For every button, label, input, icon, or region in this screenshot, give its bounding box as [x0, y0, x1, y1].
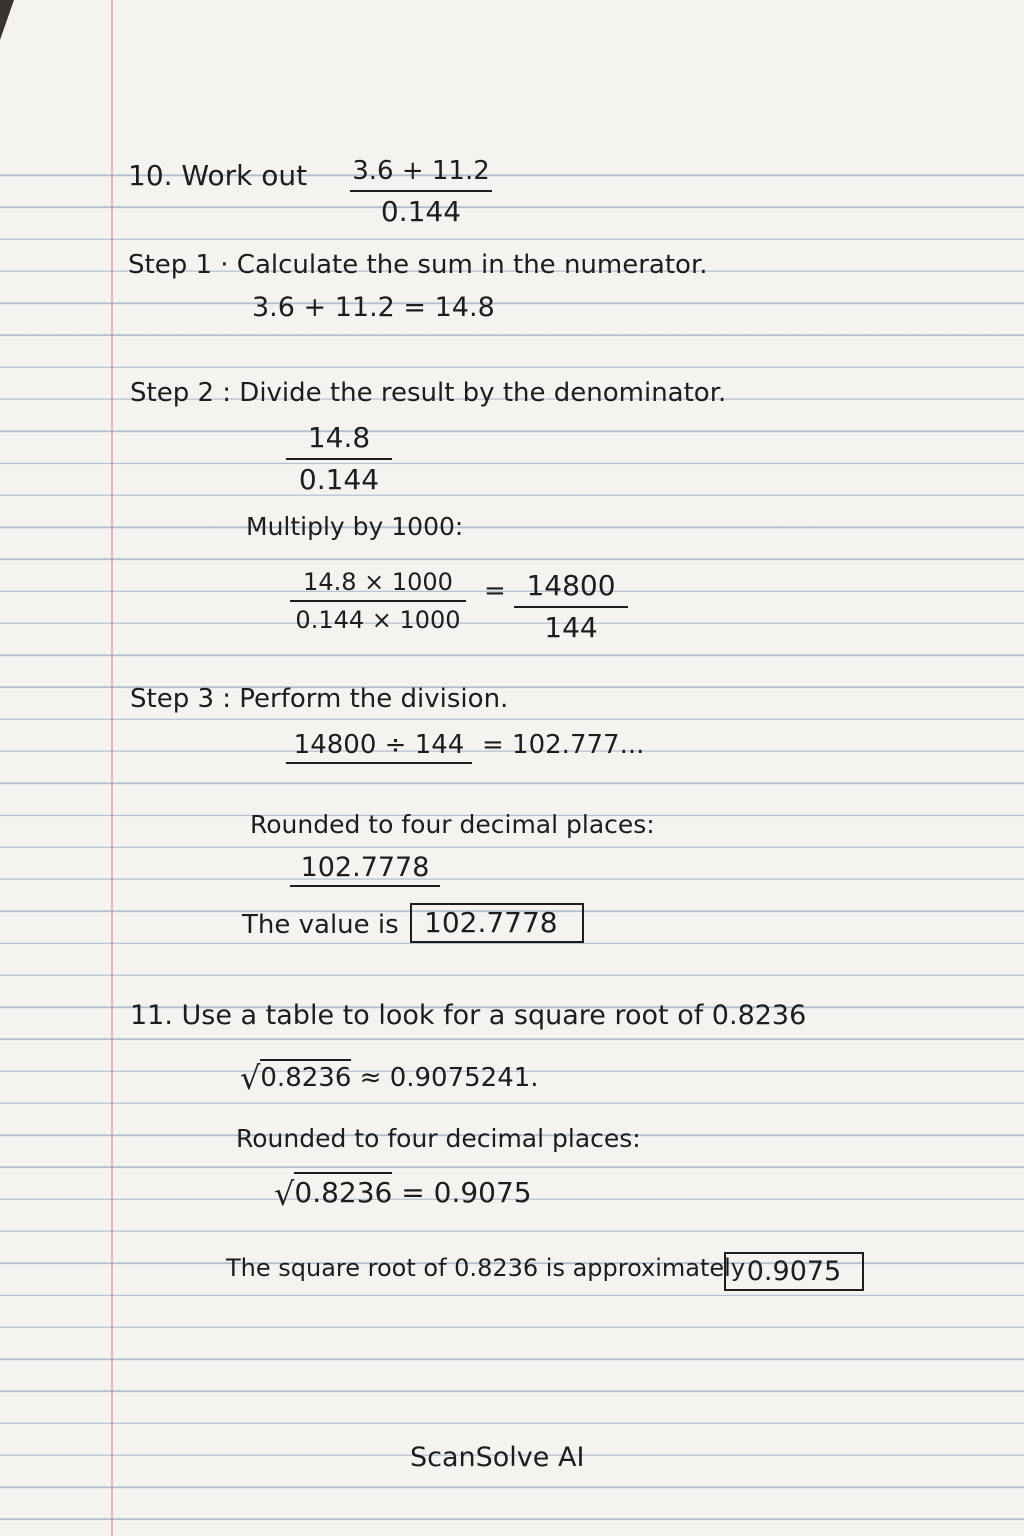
- problem-10-fraction: [350, 158, 492, 226]
- equals-sign: =: [484, 576, 506, 606]
- step-1-equation: 3.6 + 11.2 = 14.8: [252, 292, 495, 323]
- result-denominator: 144: [544, 611, 598, 644]
- rounded-label-11: Rounded to four decimal places:: [236, 1124, 641, 1153]
- sqrt-expression: [274, 1175, 393, 1213]
- step-2-numerator: 14.8: [307, 421, 371, 454]
- sqrt-approx-line: [240, 1059, 539, 1097]
- approx-value: ≈ 0.9075241.: [359, 1063, 539, 1093]
- answer-box-11: 0.9075: [724, 1252, 864, 1291]
- result-numerator: 14800: [526, 569, 616, 602]
- step-1-title: Step 1 · Calculate the sum in the numerator.: [128, 250, 708, 280]
- step-2-fraction: [286, 421, 392, 496]
- value-label: The value is: [242, 910, 399, 940]
- problem-10-denominator: 0.144: [380, 195, 462, 228]
- margin-line: [111, 0, 113, 1536]
- division-result: = 102.777...: [482, 730, 645, 760]
- problem-10-label: 10. Work out: [128, 159, 308, 192]
- answer-box-10: 102.7778: [410, 903, 584, 943]
- brand-watermark: ScanSolve AI: [410, 1442, 585, 1473]
- fraction-bar: [514, 606, 628, 608]
- multiplied-numerator: 14.8 × 1000: [303, 568, 453, 596]
- torn-corner: [0, 0, 14, 40]
- exact-value: = 0.9075: [401, 1176, 532, 1209]
- rounded-value: 102.7778: [290, 854, 440, 887]
- multiply-label: Multiply by 1000:: [246, 512, 464, 541]
- fraction-bar: [286, 458, 392, 460]
- radical-icon: √: [240, 1059, 261, 1097]
- multiplied-denominator: 0.144 × 1000: [295, 606, 461, 634]
- problem-10-numerator: 3.6 + 11.2: [352, 156, 490, 186]
- step-2-denominator: 0.144: [298, 463, 380, 496]
- fraction-bar: [290, 600, 466, 602]
- radicand: 0.8236: [294, 1172, 392, 1209]
- result-fraction: [514, 569, 628, 644]
- fraction-bar: [350, 190, 492, 192]
- rounded-label: Rounded to four decimal places:: [250, 810, 655, 839]
- multiplied-fraction: [290, 570, 466, 632]
- sqrt-expression: [240, 1059, 352, 1097]
- radicand: 0.8236: [260, 1059, 351, 1093]
- problem-11-label: 11. Use a table to look for a square root of 0.8236: [130, 1000, 807, 1031]
- conclusion-text: The square root of 0.8236 is approximately: [226, 1254, 746, 1282]
- sqrt-exact-line: [274, 1175, 532, 1213]
- radical-icon: √: [274, 1175, 295, 1213]
- step-2-title: Step 2 : Divide the result by the denominator.: [130, 378, 727, 408]
- step-3-title: Step 3 : Perform the division.: [130, 684, 509, 714]
- division-expression: 14800 ÷ 144: [286, 732, 472, 764]
